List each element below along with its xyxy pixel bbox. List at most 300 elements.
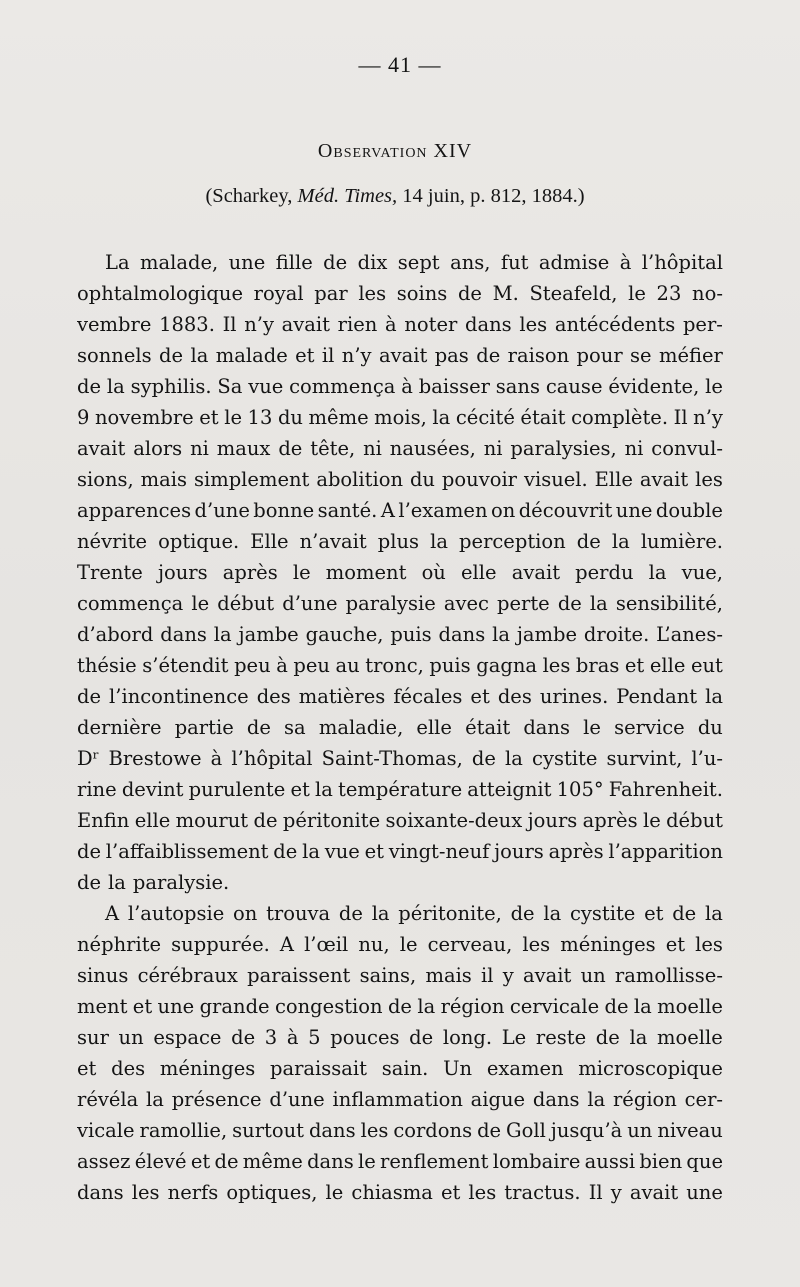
- text-line: [77, 619, 723, 650]
- word: avec: [443, 592, 489, 615]
- word: les: [522, 933, 551, 956]
- word: Le: [501, 1026, 527, 1049]
- word: et: [190, 1150, 211, 1173]
- word: la: [633, 995, 652, 1018]
- word: y: [502, 964, 514, 987]
- citation-journal: Méd. Times,: [297, 185, 398, 207]
- word: moelle: [657, 1026, 723, 1049]
- word: assez: [77, 1150, 131, 1173]
- word: et: [470, 685, 490, 708]
- word: de: [471, 747, 496, 770]
- text-line: [77, 836, 723, 867]
- word: grande: [199, 995, 270, 1018]
- word: sains,: [359, 964, 417, 987]
- word: une: [157, 995, 195, 1018]
- word: la: [213, 623, 232, 646]
- citation: [0, 185, 790, 208]
- word: gauche,: [305, 623, 384, 646]
- word: des: [256, 685, 291, 708]
- word: même: [242, 1150, 303, 1173]
- word: ni: [363, 437, 382, 460]
- word: peu: [293, 654, 330, 677]
- word: un: [118, 1026, 144, 1049]
- word: le: [399, 933, 418, 956]
- word: n’y: [341, 344, 372, 367]
- word: il: [321, 344, 335, 367]
- word: visuel.: [523, 468, 588, 491]
- text-line: [77, 867, 723, 898]
- word: soins: [396, 282, 448, 305]
- text-line: [77, 464, 723, 495]
- word: méfier: [658, 344, 723, 367]
- word: la: [302, 840, 320, 863]
- word: maladie,: [318, 716, 404, 739]
- word: commença: [77, 592, 184, 615]
- citation-date: 14 juin, p. 812, 1884.): [402, 185, 585, 207]
- word: sept: [397, 251, 440, 274]
- word: A: [105, 902, 120, 925]
- word: 1883.: [159, 313, 215, 336]
- word: la: [432, 406, 451, 429]
- word: la: [648, 561, 667, 584]
- word: complète.: [571, 406, 669, 429]
- text-line: [77, 1053, 723, 1084]
- word: dans: [523, 716, 571, 739]
- word: il: [481, 964, 494, 987]
- word: le: [628, 282, 646, 305]
- word: jambe: [516, 623, 578, 646]
- word: elle: [416, 716, 452, 739]
- word: partie: [174, 716, 234, 739]
- word: était: [520, 406, 566, 429]
- word: avait: [629, 1181, 679, 1204]
- text-line: [77, 1177, 723, 1208]
- word: jambe: [238, 623, 299, 646]
- word: d’une: [282, 592, 338, 615]
- word: de: [476, 344, 501, 367]
- word: cérébraux: [137, 964, 238, 987]
- word: reste: [535, 1026, 587, 1049]
- word: Un: [443, 1057, 473, 1080]
- word: l’autopsie: [127, 902, 225, 925]
- word: ans,: [450, 251, 491, 274]
- word: le: [224, 406, 242, 429]
- word: se: [630, 344, 652, 367]
- word: Saint-Thomas,: [321, 747, 463, 770]
- word: survint,: [606, 747, 683, 770]
- word: 13: [247, 406, 273, 429]
- paragraph: [77, 898, 723, 1208]
- word: la: [106, 375, 125, 398]
- word: vicale: [77, 1119, 135, 1142]
- word: le: [642, 809, 661, 832]
- word: renflement: [380, 1150, 489, 1173]
- word: 5: [308, 1026, 321, 1049]
- word: atteignit: [467, 778, 552, 801]
- word: une: [686, 1181, 723, 1204]
- word: Dʳ: [77, 747, 100, 770]
- word: admise: [538, 251, 610, 274]
- word: cordons: [393, 1119, 473, 1142]
- word: suppurée.: [171, 933, 270, 956]
- word: et: [624, 654, 645, 677]
- word: et: [665, 933, 686, 956]
- word: bras: [575, 654, 620, 677]
- word: de: [214, 1150, 239, 1173]
- word: avait: [378, 344, 428, 367]
- word: après: [582, 809, 638, 832]
- word: surtout: [232, 1119, 304, 1142]
- word: de: [557, 592, 582, 615]
- word: ni: [483, 437, 503, 460]
- word: nu,: [358, 933, 390, 956]
- text-line: [77, 495, 723, 526]
- word: élevé: [134, 1150, 187, 1173]
- word: de: [338, 902, 363, 925]
- word: purulente: [188, 778, 286, 801]
- word: de: [595, 1026, 620, 1049]
- word: de: [77, 685, 102, 708]
- word: la: [589, 592, 608, 615]
- word: à: [401, 375, 413, 398]
- word: une: [615, 499, 653, 522]
- word: perte: [497, 592, 550, 615]
- word: les: [131, 1181, 160, 1204]
- word: sonnels: [77, 344, 152, 367]
- word: espace: [153, 1026, 222, 1049]
- word: dans: [465, 313, 512, 336]
- word: péritonite,: [398, 902, 502, 925]
- word: la: [430, 530, 448, 553]
- word: ni: [190, 437, 209, 460]
- page-number: — 41 —: [358, 52, 442, 77]
- word: baisser: [418, 375, 490, 398]
- text-line: [77, 340, 723, 371]
- word: les: [519, 313, 548, 336]
- word: on: [233, 902, 258, 925]
- word: de: [159, 344, 184, 367]
- word: moment: [325, 561, 407, 584]
- word: bien: [639, 1150, 683, 1173]
- word: lombaire: [492, 1150, 581, 1173]
- word: aussi: [584, 1150, 636, 1173]
- word: de: [77, 871, 102, 894]
- word: de: [409, 1026, 434, 1049]
- word: paralysies,: [510, 437, 617, 460]
- word: péritonite: [282, 809, 381, 832]
- word: fut: [500, 251, 529, 274]
- word: Elle: [250, 530, 289, 553]
- word: perception: [459, 530, 566, 553]
- word: peu: [234, 654, 271, 677]
- text-line: [77, 898, 723, 929]
- word: vue: [248, 375, 284, 398]
- word: Enfin: [77, 809, 130, 832]
- word: l’incontinence: [109, 685, 249, 708]
- word: microscopique: [578, 1057, 723, 1080]
- word: on: [490, 499, 516, 522]
- word: perdu: [575, 561, 634, 584]
- word: même: [308, 406, 369, 429]
- word: région: [612, 1088, 677, 1111]
- word: Brestowe: [108, 747, 202, 770]
- word: évidente,: [608, 375, 700, 398]
- text-line: [77, 681, 723, 712]
- word: par: [314, 282, 348, 305]
- word: elle: [649, 654, 686, 677]
- word: aigue: [470, 1088, 526, 1111]
- word: rine: [77, 778, 117, 801]
- word: les: [358, 282, 387, 305]
- word: sain.: [381, 1057, 429, 1080]
- word: paraissent: [247, 964, 351, 987]
- word: puis: [390, 623, 432, 646]
- word: le: [191, 592, 210, 615]
- word: Il: [588, 1181, 603, 1204]
- word: Sa: [217, 375, 243, 398]
- word: nerfs: [167, 1181, 219, 1204]
- word: de: [278, 437, 303, 460]
- text-line: [77, 371, 723, 402]
- word: d’abord: [77, 623, 154, 646]
- word: cerveau,: [427, 933, 513, 956]
- text-line: [77, 247, 723, 278]
- word: méninges: [560, 933, 656, 956]
- word: cause: [545, 375, 603, 398]
- text-line: [77, 402, 723, 433]
- word: était: [465, 716, 511, 739]
- word: après: [548, 840, 604, 863]
- word: lumière.: [640, 530, 723, 553]
- word: y: [610, 1181, 622, 1204]
- word: pour: [576, 344, 623, 367]
- word: présence: [171, 1088, 262, 1111]
- text-line: [77, 309, 723, 340]
- word: malade,: [140, 251, 219, 274]
- word: sa: [284, 716, 306, 739]
- word: convul-: [651, 437, 723, 460]
- word: la: [587, 1088, 606, 1111]
- word: vue: [324, 840, 360, 863]
- word: de: [576, 530, 601, 553]
- word: de: [477, 1119, 502, 1142]
- text-line: [77, 1146, 723, 1177]
- word: Steafeld,: [529, 282, 618, 305]
- word: cécité: [455, 406, 515, 429]
- word: tronc,: [365, 654, 424, 677]
- word: pouvoir: [441, 468, 518, 491]
- word: de: [231, 1026, 256, 1049]
- word: du: [277, 406, 303, 429]
- word: jours: [494, 840, 544, 863]
- observation-title: Observation XIV: [317, 140, 473, 162]
- word: à: [276, 654, 288, 677]
- word: avait: [511, 561, 561, 584]
- word: cer-: [684, 1088, 723, 1111]
- word: moelle: [657, 995, 723, 1018]
- word: long.: [442, 1026, 493, 1049]
- word: des: [497, 685, 532, 708]
- word: rien: [337, 313, 378, 336]
- word: ramollie,: [139, 1119, 228, 1142]
- word: de: [253, 809, 278, 832]
- word: paraissait: [270, 1057, 368, 1080]
- word: avait: [523, 964, 572, 987]
- word: inflammation: [332, 1088, 463, 1111]
- paragraph: [77, 247, 723, 898]
- word: paralysie.: [132, 871, 230, 894]
- word: ramollisse-: [614, 964, 723, 987]
- word: et: [290, 778, 310, 801]
- word: 23: [656, 282, 682, 305]
- word: l’apparition: [608, 840, 723, 863]
- word: l’hôpital: [641, 251, 723, 274]
- word: chiasma: [351, 1181, 433, 1204]
- word: cystite: [532, 747, 598, 770]
- word: vingt-neuf: [388, 840, 490, 863]
- word: et: [77, 1057, 97, 1080]
- word: bonne: [253, 499, 315, 522]
- word: la: [629, 1026, 648, 1049]
- word: la: [705, 685, 723, 708]
- word: à: [619, 251, 632, 274]
- word: s’étendit: [142, 654, 229, 677]
- word: la: [505, 747, 523, 770]
- word: trouva: [266, 902, 331, 925]
- word: nausées,: [389, 437, 476, 460]
- word: de: [77, 840, 102, 863]
- word: les: [360, 1119, 389, 1142]
- text-line: [77, 557, 723, 588]
- word: dans: [307, 1150, 354, 1173]
- word: la: [492, 623, 510, 646]
- word: cervicale: [509, 995, 600, 1018]
- word: le: [583, 716, 601, 739]
- word: mourut: [175, 809, 249, 832]
- word: Il: [673, 406, 688, 429]
- word: fécales: [393, 685, 463, 708]
- word: de: [273, 840, 298, 863]
- word: devint: [121, 778, 184, 801]
- word: per-: [682, 313, 723, 336]
- word: jusqu’à: [550, 1119, 623, 1142]
- word: de: [323, 251, 348, 274]
- text-line: [77, 526, 723, 557]
- word: l’œil: [304, 933, 349, 956]
- word: matières: [298, 685, 386, 708]
- word: néphrite: [77, 933, 162, 956]
- word: que: [686, 1150, 723, 1173]
- word: de: [604, 995, 629, 1018]
- word: un: [580, 964, 606, 987]
- word: début: [666, 809, 723, 832]
- word: des: [111, 1057, 146, 1080]
- word: avait: [639, 468, 689, 491]
- word: urines.: [539, 685, 609, 708]
- word: simplement: [193, 468, 310, 491]
- word: et: [364, 840, 384, 863]
- word: antécédents: [554, 313, 676, 336]
- word: L’anes-: [656, 623, 723, 646]
- word: la: [190, 344, 209, 367]
- text-line: [77, 1115, 723, 1146]
- word: novembre: [94, 406, 194, 429]
- word: Goll: [506, 1119, 546, 1142]
- word: ophtalmologique: [77, 282, 243, 305]
- word: l’hôpital: [231, 747, 313, 770]
- text-line: [77, 278, 723, 309]
- word: syphilis.: [130, 375, 212, 398]
- word: tête,: [310, 437, 356, 460]
- word: service: [614, 716, 685, 739]
- word: région: [440, 995, 505, 1018]
- word: et: [132, 995, 153, 1018]
- word: les: [468, 1181, 497, 1204]
- word: ni: [624, 437, 644, 460]
- word: niveau: [657, 1119, 723, 1142]
- word: le: [325, 1181, 344, 1204]
- word: thésie: [77, 654, 137, 677]
- word: où: [421, 561, 446, 584]
- word: la: [543, 902, 562, 925]
- text-line: [77, 774, 723, 805]
- word: à: [286, 1026, 299, 1049]
- word: pouces: [330, 1026, 400, 1049]
- word: vembre: [77, 313, 152, 336]
- word: température: [338, 778, 463, 801]
- word: sur: [77, 1026, 109, 1049]
- word: dans: [438, 623, 486, 646]
- text-line: [77, 433, 723, 464]
- word: royal: [253, 282, 304, 305]
- word: à: [210, 747, 223, 770]
- word: l’examen: [398, 499, 488, 522]
- word: Elle: [594, 468, 633, 491]
- word: double: [655, 499, 723, 522]
- word: jours: [157, 561, 208, 584]
- word: avait: [77, 437, 126, 460]
- word: mois,: [374, 406, 427, 429]
- word: n’y: [244, 313, 274, 336]
- word: le: [705, 375, 723, 398]
- word: examen: [486, 1057, 564, 1080]
- word: n’y: [693, 406, 723, 429]
- word: optiques,: [226, 1181, 318, 1204]
- word: Fahrenheit.: [608, 778, 723, 801]
- word: les: [695, 468, 723, 491]
- word: gagna: [476, 654, 538, 677]
- word: santé.: [317, 499, 378, 522]
- word: l’u-: [691, 747, 723, 770]
- word: alors: [133, 437, 183, 460]
- word: maux: [216, 437, 271, 460]
- word: la: [704, 902, 723, 925]
- word: sensibilité,: [615, 592, 723, 615]
- word: de: [77, 375, 102, 398]
- word: et: [295, 344, 315, 367]
- word: Il: [222, 313, 237, 336]
- word: apparences: [77, 499, 192, 522]
- word: M.: [492, 282, 519, 305]
- word: au: [335, 654, 360, 677]
- body-text: [77, 247, 723, 1208]
- word: la: [108, 871, 126, 894]
- word: puis: [429, 654, 471, 677]
- word: Trente: [77, 561, 143, 584]
- word: fille: [275, 251, 313, 274]
- word: raison: [507, 344, 570, 367]
- word: du: [409, 468, 435, 491]
